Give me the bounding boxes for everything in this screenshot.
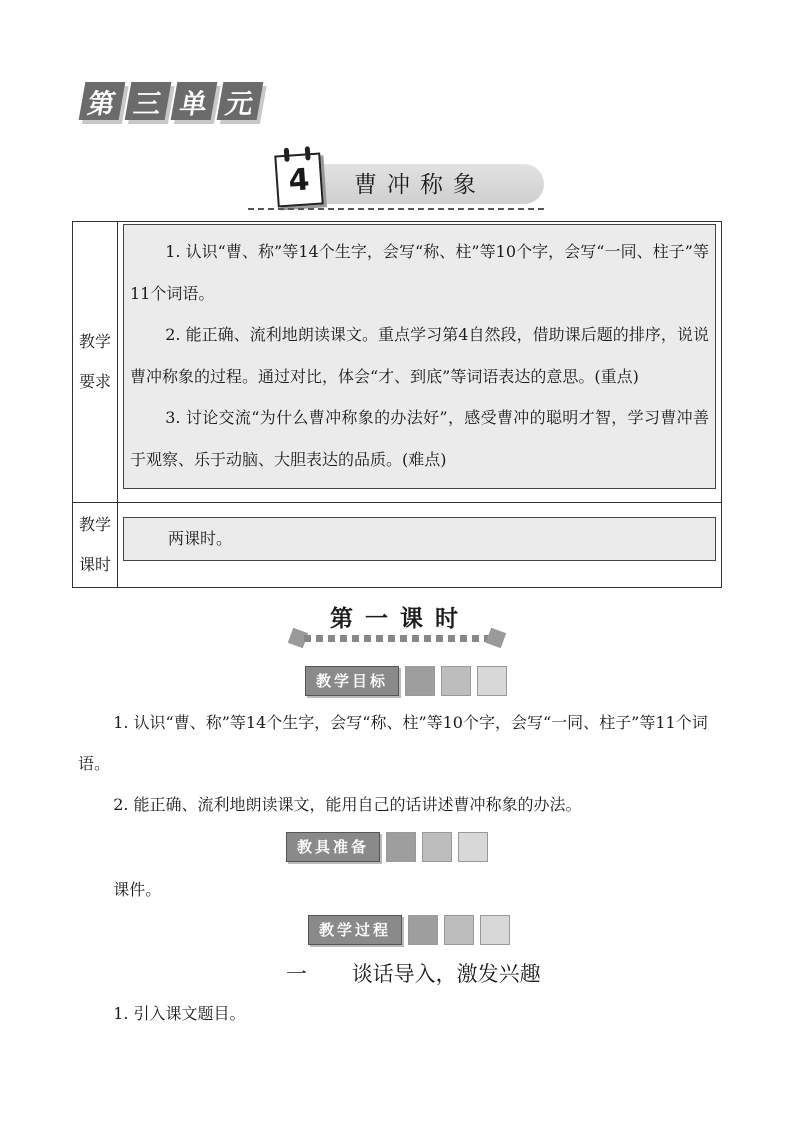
badge-square	[458, 832, 488, 862]
objective-item: 2. 能正确、流利地朗读课文，能用自己的话讲述曹冲称象的办法。	[113, 795, 582, 814]
badge-square	[386, 832, 416, 862]
badge-square	[444, 915, 474, 945]
unit-char: 三	[125, 82, 172, 120]
badge-label: 教学过程	[308, 915, 402, 945]
label-line: 教学	[78, 332, 111, 351]
label-spacer	[73, 222, 117, 322]
label-line: 要求	[78, 372, 111, 391]
materials-text: 课件。	[113, 880, 162, 899]
process-text-wrap	[78, 993, 714, 1034]
calendar-ring	[305, 146, 311, 160]
step-number: 一	[286, 962, 307, 986]
requirements-label-cell	[73, 222, 118, 503]
requirement-item: 3. 讨论交流“为什么曹冲称象的办法好”，感受曹冲的聪明才智，学习曹冲善于观察、乐于动脑、大胆表达的品质。(难点)	[130, 408, 709, 469]
unit-char: 元	[217, 82, 264, 120]
unit-banner	[82, 82, 266, 120]
requirements-row	[73, 222, 722, 503]
step-title: 谈话导入，激发兴趣	[351, 962, 541, 986]
requirements-box	[123, 224, 716, 489]
process-item: 1. 引入课文题目。	[113, 1004, 246, 1023]
duration-content-cell	[118, 503, 722, 588]
label-spacer	[73, 402, 117, 502]
requirements-content-cell	[118, 222, 722, 503]
badge-square	[422, 832, 452, 862]
objectives-badge	[305, 666, 507, 696]
badge-square	[441, 666, 471, 696]
requirement-item: 2. 能正确、流利地朗读课文。重点学习第4自然段，借助课后题的排序，说说曹冲称象的过程。通过对比，体会“才、到底”等词语表达的意思。(重点)	[130, 325, 709, 386]
period-title: 第一课时	[330, 606, 470, 632]
lesson-header	[248, 150, 544, 212]
duration-label-cell	[73, 503, 118, 588]
badge-square	[408, 915, 438, 945]
materials-text-wrap	[78, 869, 714, 910]
badge-square	[477, 666, 507, 696]
period-decoration	[290, 630, 504, 646]
lesson-number: 4	[287, 161, 311, 199]
badge-square	[405, 666, 435, 696]
process-badge	[308, 915, 510, 945]
objective-item: 1. 认识“曹、称”等14个生字，会写“称、柱”等10个字，会写“一同、柱子”等11个词语。	[78, 713, 708, 773]
materials-badge	[286, 832, 488, 862]
badge-label: 教具准备	[286, 832, 380, 862]
lesson-title: 曹冲称象	[354, 172, 486, 198]
calendar-ring	[284, 148, 290, 162]
unit-char: 第	[79, 82, 126, 120]
unit-char: 单	[171, 82, 218, 120]
calendar-icon	[274, 152, 324, 207]
dashed-divider	[248, 208, 544, 210]
objectives-list	[78, 702, 714, 825]
badge-square	[480, 915, 510, 945]
step-heading	[286, 958, 541, 988]
label-line: 教学	[78, 515, 111, 534]
requirement-item: 1. 认识“曹、称”等14个生字，会写“称、柱”等10个字，会写“一同、柱子”等11个词语。	[130, 242, 709, 303]
dotted-bar	[304, 635, 490, 642]
duration-row	[73, 503, 722, 588]
duration-box: 两课时。	[123, 517, 716, 561]
decoration-square	[486, 628, 507, 649]
badge-label: 教学目标	[305, 666, 399, 696]
label-line: 课时	[78, 555, 111, 574]
requirements-table	[72, 221, 722, 588]
